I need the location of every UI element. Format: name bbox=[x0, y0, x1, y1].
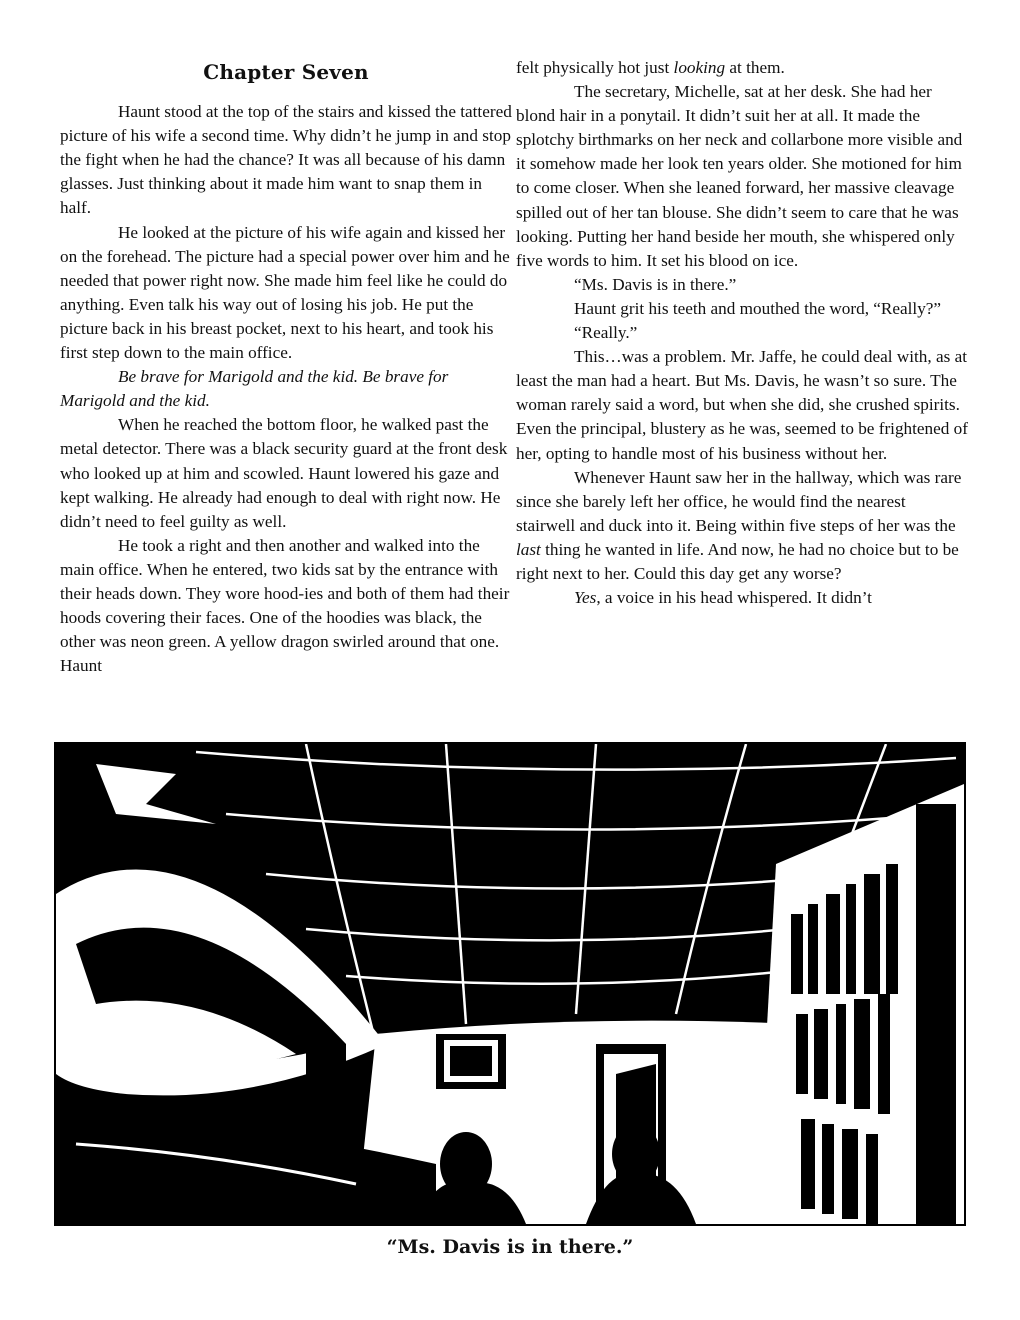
paragraph: Haunt grit his teeth and mouthed the word, “Really?” bbox=[574, 298, 942, 318]
text-run: felt physically hot just bbox=[516, 58, 674, 77]
text-run: , a voice in his head whispered. It didn’t bbox=[596, 588, 872, 608]
paragraph: Haunt stood at the top of the stairs and kissed the tattered picture of his wife a second time. Why didn’t he jump in and stop the fight when he had the chance? It was all because of his damn glasses. Just thinking about it made him want to snap them in half. bbox=[60, 102, 512, 218]
office-illustration-art bbox=[56, 744, 964, 1224]
paragraph bbox=[516, 586, 968, 610]
paragraph: This…was a problem. Mr. Jaffe, he could deal with, as at least the man had a heart. But Ms. Davis, he wasn’t so sure. The woman rarely said a word, but when she did, she crushed spirits. Even the principal, blustery as he was, seemed to be frightened of her, opting to handle most of his business without her. bbox=[516, 347, 968, 463]
italic-text: Yes bbox=[574, 588, 597, 608]
dialogue: “Really.” bbox=[574, 323, 638, 343]
right-column bbox=[516, 56, 968, 610]
italic-text: Be brave for Marigold and the kid. Be brave for Marigold and the kid. bbox=[60, 367, 449, 411]
paragraph bbox=[516, 466, 968, 586]
italic-text: looking bbox=[673, 58, 726, 77]
italic-text: last bbox=[516, 539, 541, 559]
paragraph: He took a right and then another and walked into the main office. When he entered, two kids sat by the entrance with their heads down. They wore hood-ies and both of them had their hoods covering their faces. One of the hoodies was black, the other was neon green. A yellow dragon swirled around that one. Haunt bbox=[60, 535, 510, 676]
paragraph bbox=[516, 56, 968, 80]
illustration-caption: “Ms. Davis is in there.” bbox=[386, 1236, 634, 1258]
office-illustration bbox=[54, 742, 966, 1226]
paragraph: He looked at the picture of his wife again and kissed her on the forehead. The picture had a special power over him and he needed that power right now. She made him feel like he could do anything. Even talk his way out of losing his job. He put the picture back in his breast pocket, next to his heart, and took his first step down to the main office. bbox=[60, 222, 510, 363]
paragraph: The secretary, Michelle, sat at her desk. She had her blond hair in a ponytail. It didn’t suit her at all. It made the splotchy birthmarks on her neck and collarbone more visible and it somehow made her look ten years older. She motioned for him to come closer. When she leaned forward, her massive cleavage spilled out of her tan blouse. She didn’t seem to care that he was looking. Putting her hand beside her mouth, she whispered only five words to him. It set his blood on ice. bbox=[516, 82, 963, 270]
text-run: Whenever Haunt saw her in the hallway, which was rare since she barely left her office, he would find the nearest stairwell and duck into it. Being within five steps of her was the bbox=[516, 467, 962, 535]
chapter-title: Chapter Seven bbox=[203, 60, 369, 84]
text-run: thing he wanted in life. And now, he had no choice but to be right next to her. Could this day get any worse? bbox=[516, 539, 959, 583]
italic-thought bbox=[60, 365, 512, 413]
text-run: at them. bbox=[725, 58, 785, 77]
dialogue: “Ms. Davis is in there.” bbox=[574, 274, 737, 294]
left-column bbox=[60, 56, 512, 678]
paragraph: When he reached the bottom floor, he walked past the metal detector. There was a black security guard at the front desk who looked up at him and scowled. Haunt lowered his gaze and kept walking. He already had enough to deal with right now. He didn’t need to feel guilty as well. bbox=[60, 415, 508, 531]
